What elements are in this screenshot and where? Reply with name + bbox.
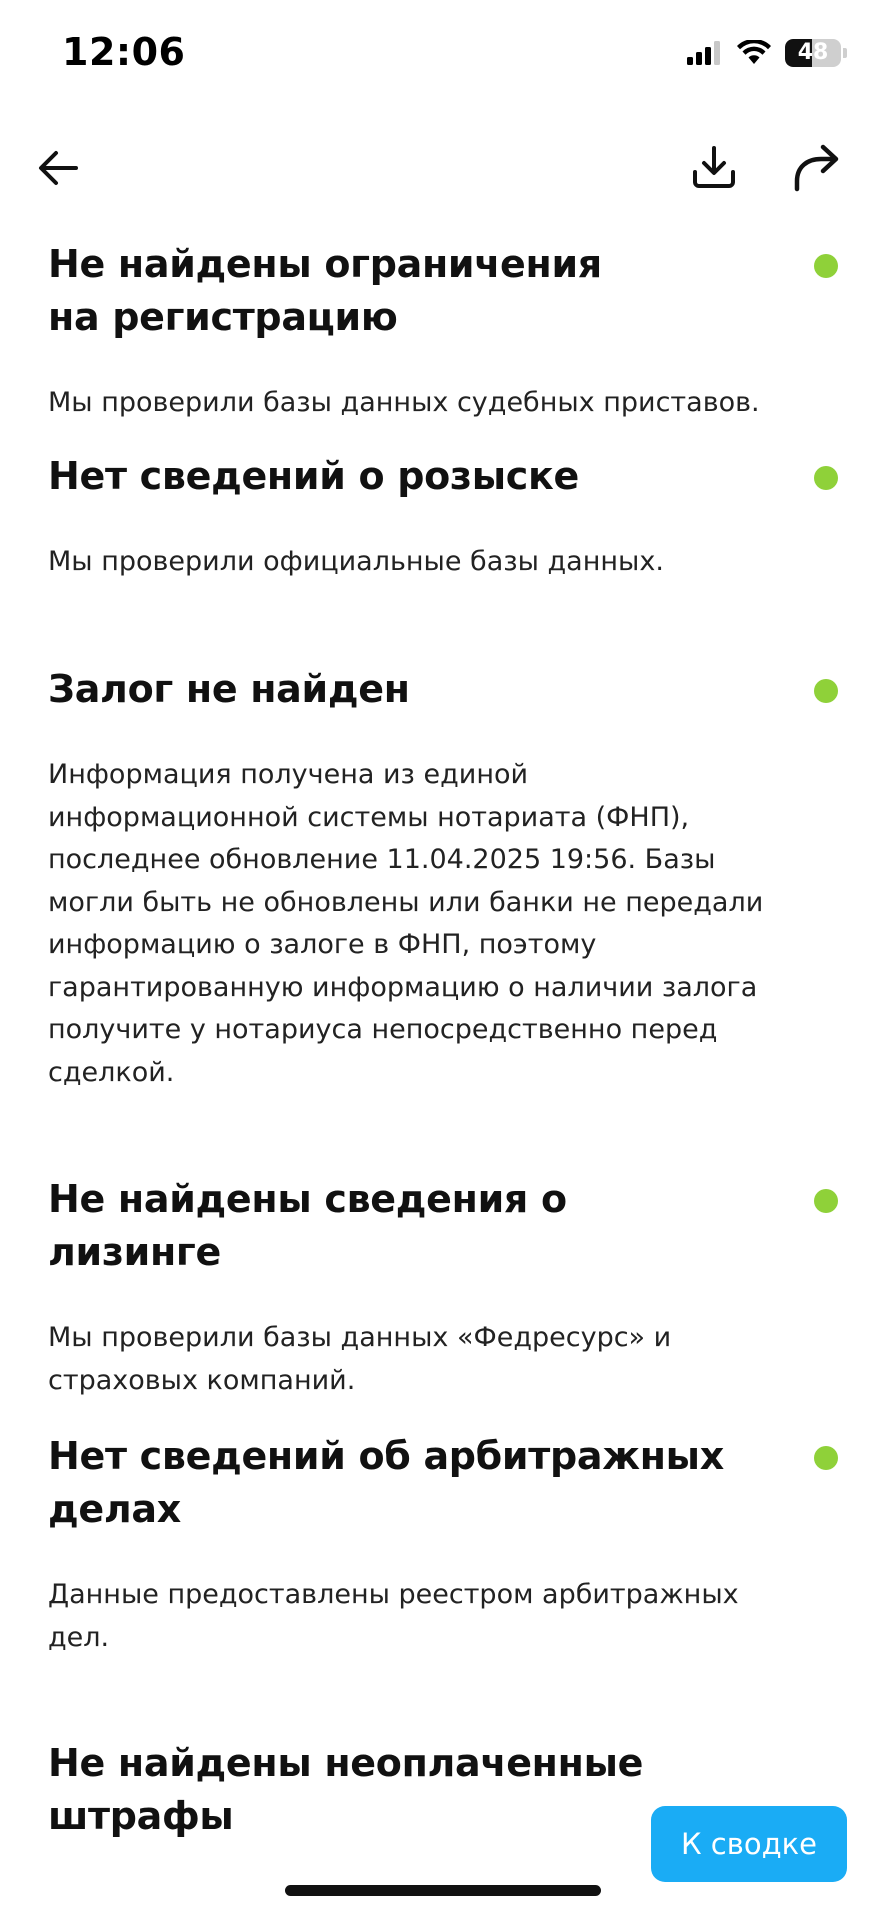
- checks-list: [48, 238, 848, 1843]
- back-arrow-icon: [36, 146, 80, 190]
- check-title: Залог не найден: [48, 667, 410, 711]
- status-ok-dot: [814, 466, 838, 490]
- download-icon: [690, 144, 738, 192]
- check-section: [48, 1430, 848, 1737]
- check-title: Не найдены сведения о лизинге: [48, 1177, 567, 1274]
- nav-bar: [0, 120, 887, 210]
- status-ok-dot: [814, 254, 838, 278]
- check-title: Не найдены неоплаченные штрафы: [48, 1741, 644, 1838]
- check-description: Мы проверили официальные базы данных.: [48, 546, 664, 577]
- wifi-icon: [737, 40, 771, 66]
- check-section: [48, 1173, 848, 1430]
- status-bar: [0, 0, 887, 110]
- back-button[interactable]: [28, 138, 88, 198]
- check-title: Нет сведений о розыске: [48, 454, 579, 498]
- status-ok-dot: [814, 679, 838, 703]
- battery-tip: [843, 48, 847, 58]
- battery-level: 48: [797, 40, 829, 65]
- status-icons: [687, 36, 847, 70]
- check-section: [48, 450, 848, 663]
- share-button[interactable]: [786, 138, 846, 198]
- status-ok-dot: [814, 1446, 838, 1470]
- battery-icon: [785, 39, 841, 67]
- check-title: Не найдены ограничения на регистрацию: [48, 242, 602, 339]
- check-description: Мы проверили базы данных «Федресурс» и страховых компаний.: [48, 1322, 672, 1396]
- status-time: 12:06: [62, 30, 186, 74]
- check-section: [48, 238, 848, 450]
- check-title: Нет сведений об арбитражных делах: [48, 1434, 724, 1531]
- check-description: Мы проверили базы данных судебных приставов.: [48, 387, 760, 418]
- to-summary-button[interactable]: К сводке: [651, 1806, 847, 1882]
- share-icon: [791, 143, 841, 193]
- download-button[interactable]: [684, 138, 744, 198]
- home-indicator: [285, 1885, 601, 1896]
- check-description: Данные предоставлены реестром арбитражных дел.: [48, 1579, 739, 1653]
- check-section: [48, 663, 848, 1173]
- status-ok-dot: [814, 1189, 838, 1213]
- check-description: Информация получена из единой информационной системы нотариата (ФНП), последнее обновление 11.04.2025 19:56. Базы могли быть не обновлены или банки не передали информацию о залоге в ФНП, поэтому гарантированную информацию о наличии залога получите у нотариуса непосредственно перед сделкой.: [48, 759, 764, 1088]
- signal-icon: [687, 41, 723, 65]
